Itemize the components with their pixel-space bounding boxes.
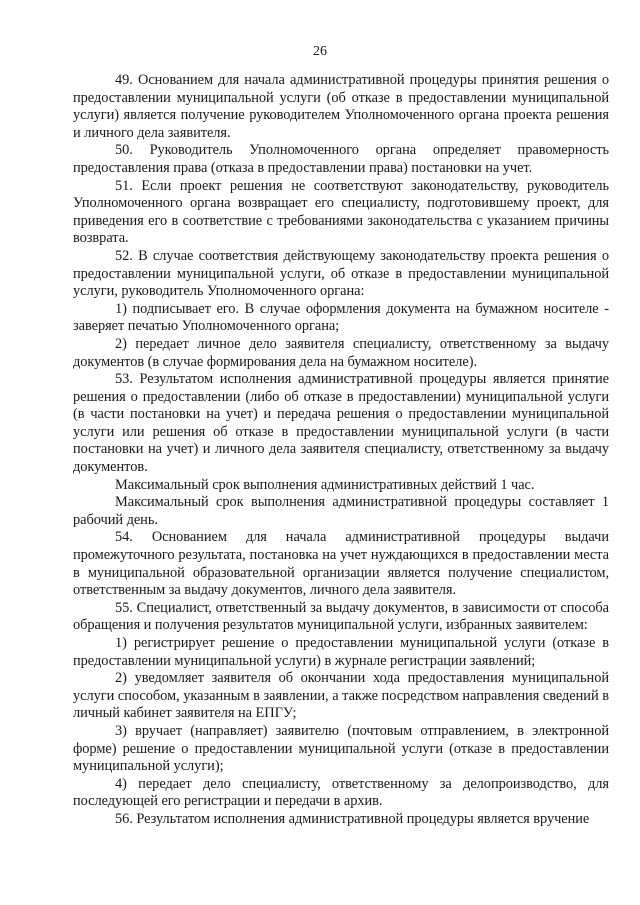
paragraph-55-item-3: 3) вручает (направляет) заявителю (почтовым отправлением, в электронной форме) решение о предоставлении муниципальной услуги (отказе в предоставлении муниципальной услуги);	[73, 722, 609, 775]
paragraph-51: 51. Если проект решения не соответствуют законодательству, руководитель Уполномоченного органа возвращает его специалисту, подготовившему проект, для приведения его в соответствие с требованиями законодательства с указанием причины возврата.	[73, 177, 609, 247]
paragraph-52-item-2: 2) передает личное дело заявителя специалисту, ответственному за выдачу документов (в случае формирования дела на бумажном носителе).	[73, 335, 609, 370]
paragraph-55: 55. Специалист, ответственный за выдачу документов, в зависимости от способа обращения и получения результатов муниципальной услуги, избранных заявителем:	[73, 599, 609, 634]
paragraph-52-item-1: 1) подписывает его. В случае оформления документа на бумажном носителе - заверяет печатью Уполномоченного органа;	[73, 300, 609, 335]
paragraph-max-time-actions: Максимальный срок выполнения административных действий 1 час.	[115, 476, 535, 493]
paragraph-49: 49. Основанием для начала административной процедуры принятия решения о предоставлении муниципальной услуги (об отказе в предоставлении муниципальной услуги) является получение руководителем Уполномоченного органа проекта решения и личного дела заявителя.	[73, 72, 609, 141]
paragraph-52: 52. В случае соответствия действующему законодательству проекта решения о предоставлении муниципальной услуги, об отказе в предоставлении муниципальной услуги, руководитель Уполномоченного органа:	[73, 247, 609, 300]
paragraph-55-item-1: 1) регистрирует решение о предоставлении муниципальной услуги (отказе в предоставлении муниципальной услуги) в журнале регистрации заявлений;	[73, 635, 609, 669]
paragraph-56: 56. Результатом исполнения административной процедуры является вручение	[115, 810, 590, 827]
paragraph-53: 53. Результатом исполнения административной процедуры является принятие решения о предоставлении (либо об отказе в предоставлении) муниципальной услуги (в части постановки на учет) и передача решения о предоставлении муниципальной услуги или решения об отказе в предоставлении муниципальной услуги (в части постановки на учет) и личного дела заявителя специалисту, ответственному за выдачу документов.	[73, 371, 609, 476]
paragraph-55-item-4: 4) передает дело специалисту, ответственному за делопроизводство, для последующей его регистрации и передачи в архив.	[73, 775, 609, 810]
paragraph-55-item-2: 2) уведомляет заявителя об окончании хода предоставления муниципальной услуги способом, указанным в заявлении, а также посредством направления сведений в личный кабинет заявителя на ЕПГУ;	[73, 670, 609, 722]
paragraph-50: 50. Руководитель Уполномоченного органа определяет правомерность предоставления права (отказа в предоставлении права) постановки на учет.	[73, 142, 609, 176]
document-body	[73, 72, 609, 829]
paragraph-54: 54. Основанием для начала административной процедуры выдачи промежуточного результата, постановка на учет нуждающихся в предоставлении места в муниципальной образовательной организации является получение специалистом, ответственным за выдачу документов, личного дела заявителя.	[73, 529, 609, 599]
paragraph-max-time-procedure: Максимальный срок выполнения административной процедуры составляет 1 рабочий день.	[73, 494, 609, 528]
page-number: 26	[313, 44, 327, 59]
